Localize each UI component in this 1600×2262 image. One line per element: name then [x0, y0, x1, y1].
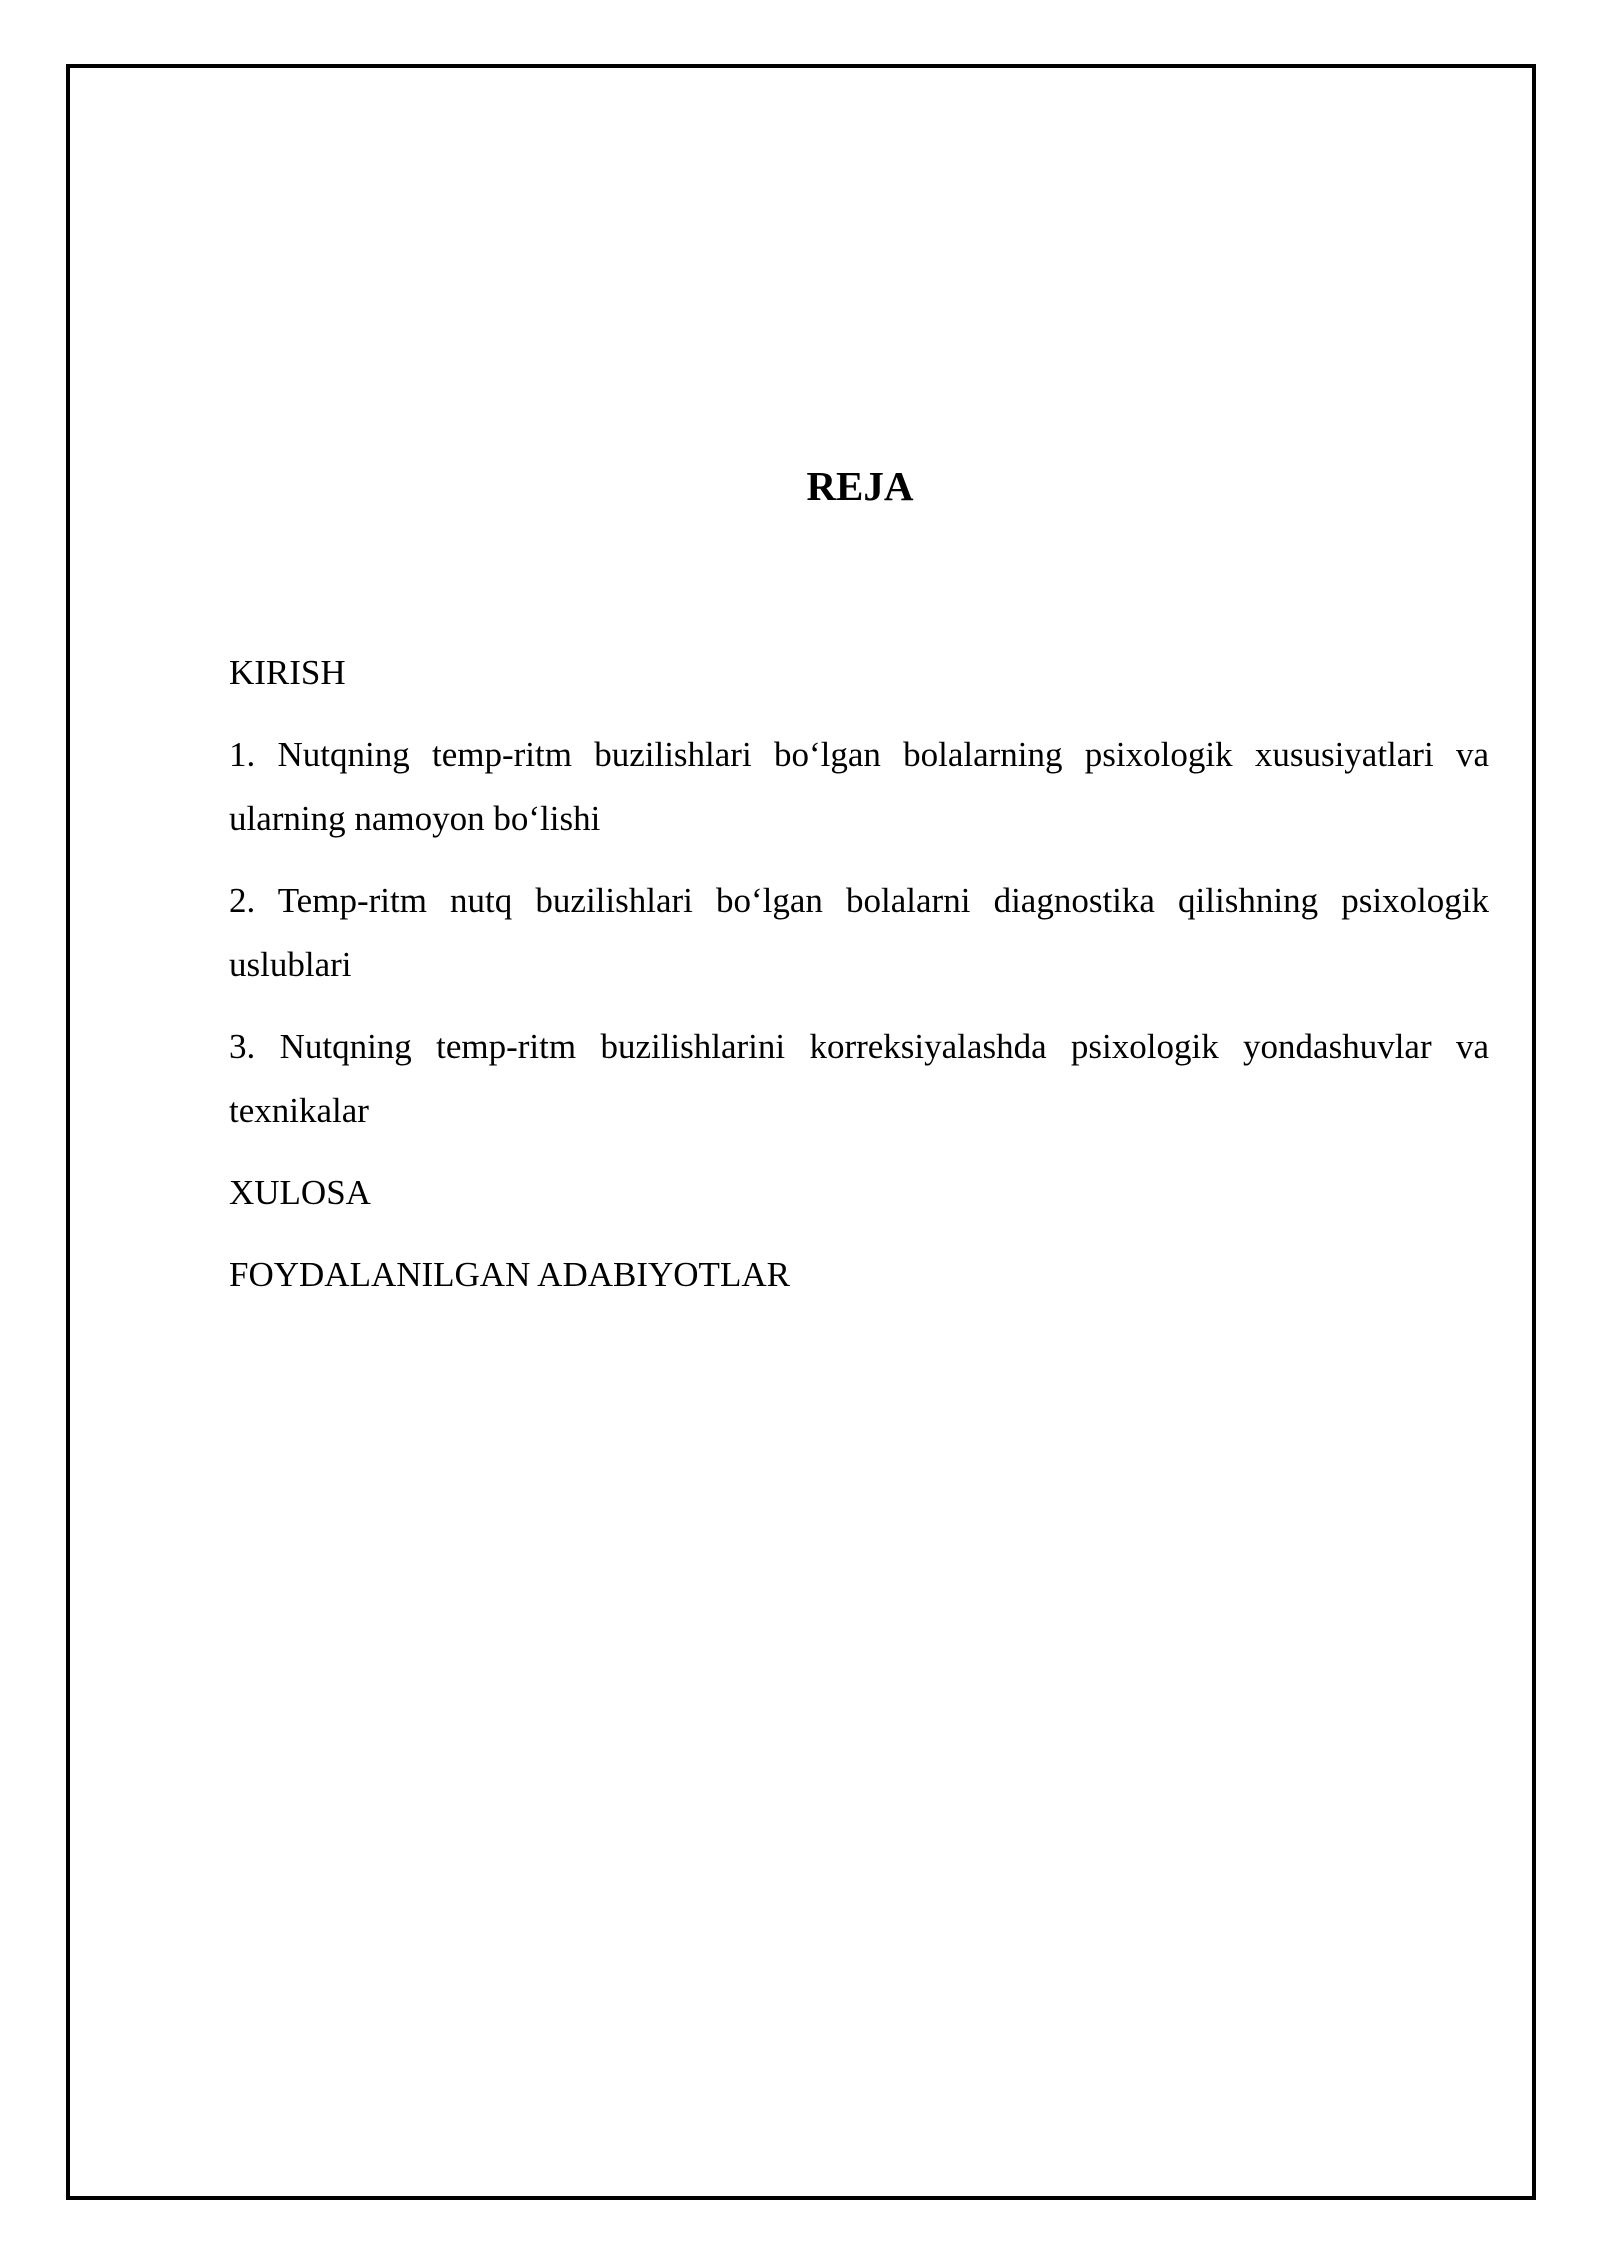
toc-item-conclusion: XULOSA — [229, 1173, 371, 1212]
page-title: REJA — [806, 463, 914, 509]
table-of-contents — [229, 641, 1489, 1325]
toc-item-references: FOYDALANILGAN ADABIYOTLAR — [229, 1255, 790, 1294]
toc-item-section-3: 3. Nutqning temp-ritm buzilishlarini korreksiyalashda psixologik yondashuvlar va texnikalar — [229, 1027, 1489, 1130]
toc-item-section-2: 2. Temp-ritm nutq buzilishlari bo‘lgan bolalarni diagnostika qilishning psixologik uslublari — [229, 881, 1489, 984]
toc-item-introduction: KIRISH — [229, 653, 346, 692]
toc-item-section-1: 1. Nutqning temp-ritm buzilishlari bo‘lgan bolalarning psixologik xususiyatlari va ularning namoyon bo‘lishi — [229, 735, 1489, 838]
